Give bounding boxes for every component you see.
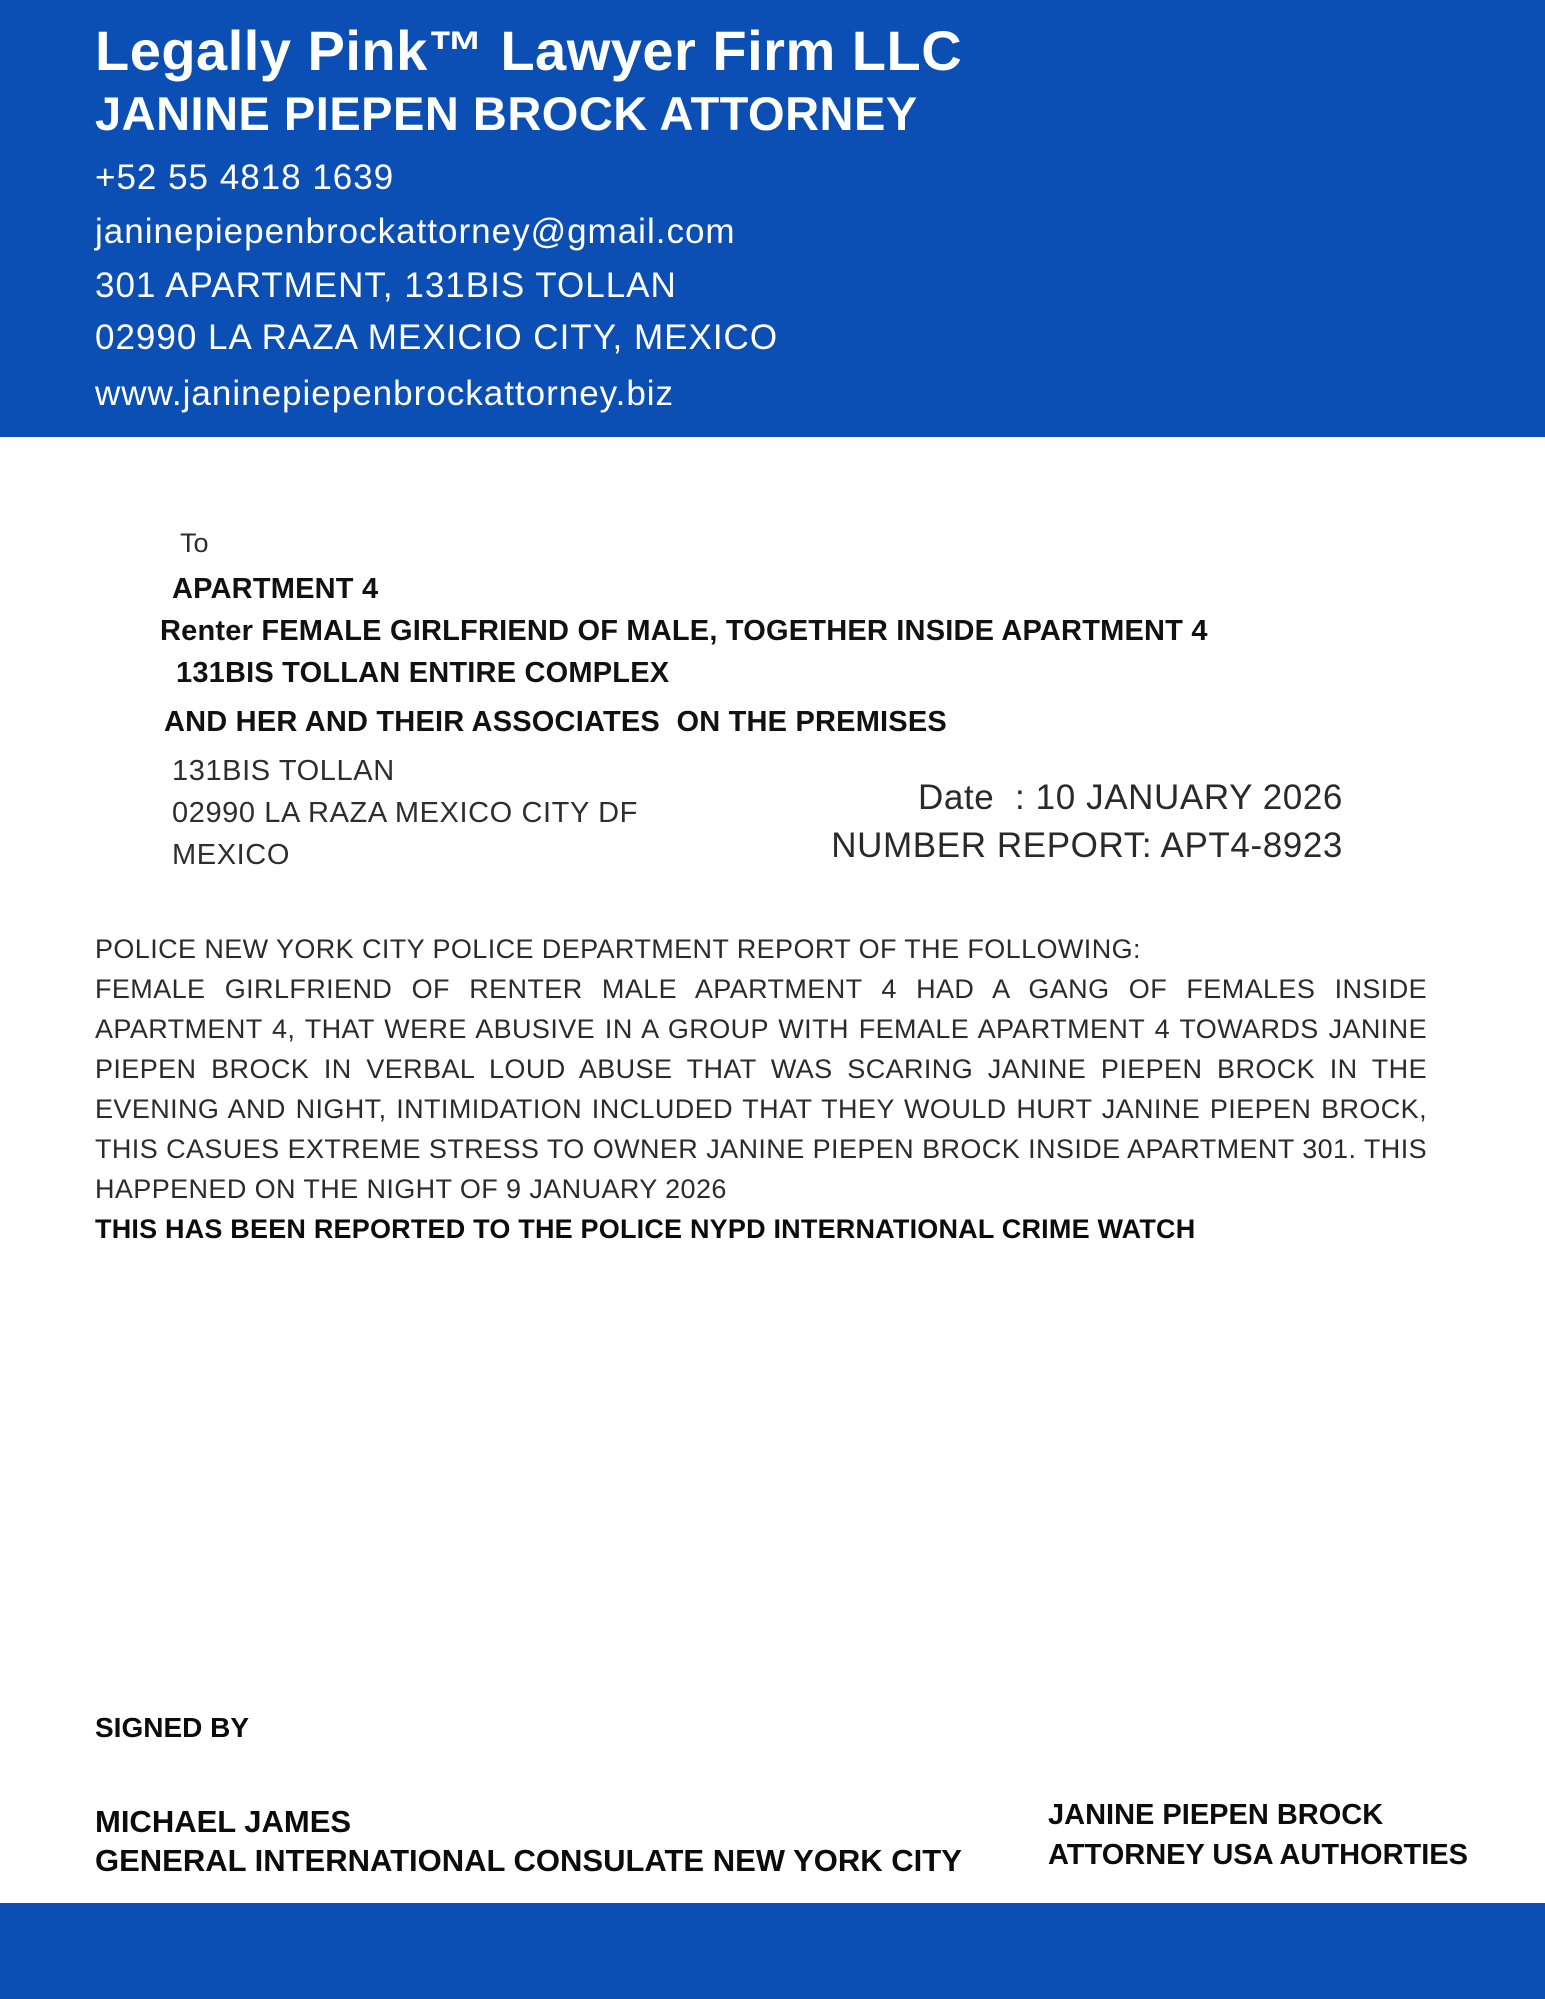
- reported-statement: THIS HAS BEEN REPORTED TO THE POLICE NYPD INTERNATIONAL CRIME WATCH: [95, 1214, 1196, 1244]
- city-address: 02990 LA RAZA MEXICIO CITY, MEXICO: [95, 318, 779, 357]
- date-line: Date : 10 JANUARY 2026: [918, 778, 1343, 817]
- website-url: www.janinepiepenbrockattorney.biz: [95, 374, 675, 413]
- report-paragraph: [95, 929, 1427, 1209]
- report-number-line: NUMBER REPORT: APT4-8923: [831, 826, 1343, 865]
- signatory-right-title: ATTORNEY USA AUTHORTIES: [1048, 1839, 1468, 1871]
- recipient-line-3: 131BIS TOLLAN ENTIRE COMPLEX: [176, 657, 670, 689]
- signed-by-label: SIGNED BY: [95, 1712, 250, 1743]
- recipient-line-4: AND HER AND THEIR ASSOCIATES ON THE PREMISES: [164, 706, 947, 738]
- email-address: janinepiepenbrockattorney@gmail.com: [95, 212, 736, 251]
- report-intro-line: POLICE NEW YORK CITY POLICE DEPARTMENT REPORT OF THE FOLLOWING:: [95, 934, 1141, 964]
- letterhead-banner: [0, 0, 1545, 437]
- recipient-address-2: 02990 LA RAZA MEXICO CITY DF: [172, 797, 638, 829]
- recipient-line-1: APARTMENT 4: [172, 573, 379, 605]
- attorney-name: JANINE PIEPEN BROCK ATTORNEY: [95, 87, 918, 140]
- report-text: FEMALE GIRLFRIEND OF RENTER MALE APARTMENT 4 HAD A GANG OF FEMALES INSIDE APARTMENT 4, THAT WERE ABUSIVE IN A GROUP WITH FEMALE APARTMENT 4 TOWARDS JANINE PIEPEN BROCK IN VERBAL LOUD ABUSE THAT WAS SCARING JANINE PIEPEN BROCK IN THE EVENING AND NIGHT, INTIMIDATION INCLUDED THAT THEY WOULD HURT JANINE PIEPEN BROCK, THIS CASUES EXTREME STRESS TO OWNER JANINE PIEPEN BROCK INSIDE APARTMENT 301. THIS HAPPENED ON THE NIGHT OF 9 JANUARY 2026: [95, 974, 1427, 1204]
- recipient-line-2: Renter FEMALE GIRLFRIEND OF MALE, TOGETHER INSIDE APARTMENT 4: [160, 615, 1208, 647]
- recipient-address-3: MEXICO: [172, 839, 290, 871]
- signatory-left-name: MICHAEL JAMES: [95, 1804, 352, 1839]
- phone-number: +52 55 4818 1639: [95, 158, 395, 197]
- firm-name: Legally Pink™ Lawyer Firm LLC: [95, 19, 963, 82]
- street-address: 301 APARTMENT, 131BIS TOLLAN: [95, 266, 677, 305]
- signatory-right-name: JANINE PIEPEN BROCK: [1048, 1799, 1384, 1831]
- recipient-address-1: 131BIS TOLLAN: [172, 755, 395, 787]
- footer-bar: [0, 1903, 1545, 1999]
- signatory-left-title: GENERAL INTERNATIONAL CONSULATE NEW YORK CITY: [95, 1843, 962, 1878]
- to-label: To: [180, 528, 209, 558]
